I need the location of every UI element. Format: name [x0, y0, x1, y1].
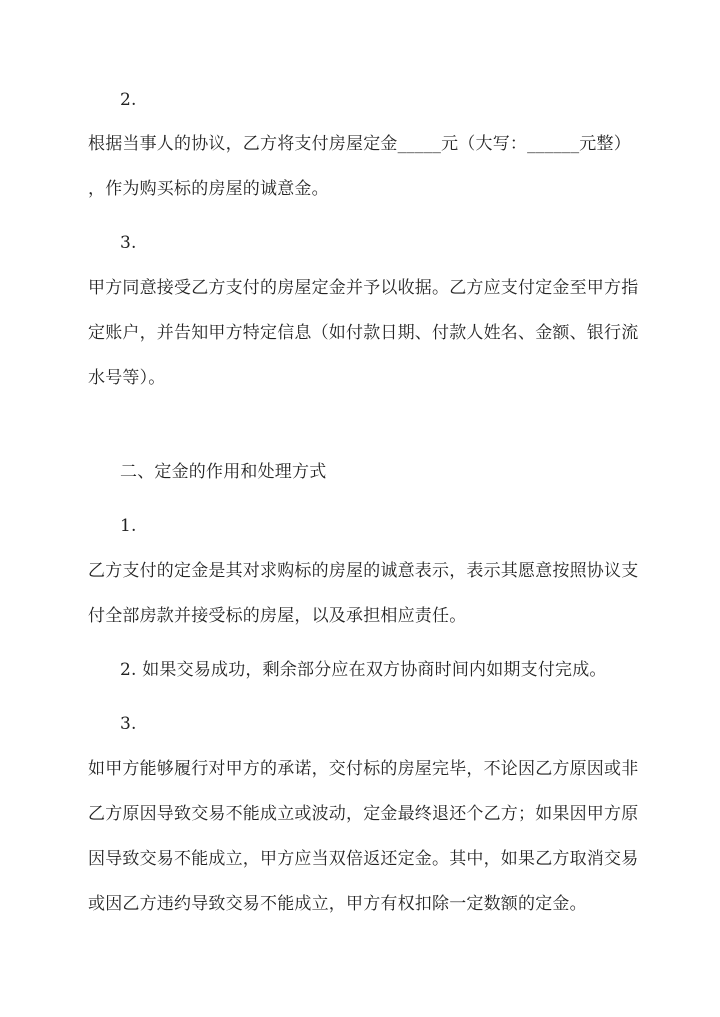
paragraph-line: 根据当事人的协议，乙方将支付房屋定金_____元（大写：______元整）	[88, 134, 631, 154]
section-heading: 二、定金的作用和处理方式	[120, 462, 327, 482]
paragraph-line: 付全部房款并接受标的房屋，以及承担相应责任。	[88, 606, 467, 626]
paragraph-line: 如甲方能够履行对甲方的承诺，交付标的房屋完毕，不论因乙方原因或非	[88, 759, 639, 779]
item-number-2: 2.	[120, 90, 137, 110]
paragraph-line: 乙方原因导致交易不能成立或波动，定金最终退还个乙方；如果因甲方原	[88, 804, 639, 824]
paragraph-line: 乙方支付的定金是其对求购标的房屋的诚意表示，表示其愿意按照协议支	[88, 561, 639, 581]
paragraph-line: 2. 如果交易成功，剩余部分应在双方协商时间内如期支付完成。	[120, 660, 607, 680]
paragraph-line: ，作为购买标的房屋的诚意金。	[88, 179, 329, 199]
paragraph-line: 甲方同意接受乙方支付的房屋定金并予以收据。乙方应支付定金至甲方指	[88, 278, 639, 298]
paragraph-line: 或因乙方违约导致交易不能成立，甲方有权扣除一定数额的定金。	[88, 894, 587, 914]
item-number-1: 1.	[120, 516, 137, 536]
item-number-3: 3.	[120, 233, 137, 253]
item-number-3: 3.	[120, 714, 137, 734]
paragraph-line: 水号等）。	[88, 368, 166, 388]
paragraph-line: 定账户，并告知甲方特定信息（如付款日期、付款人姓名、金额、银行流	[88, 323, 639, 343]
paragraph-line: 因导致交易不能成立，甲方应当双倍返还定金。其中，如果乙方取消交易	[88, 849, 639, 869]
